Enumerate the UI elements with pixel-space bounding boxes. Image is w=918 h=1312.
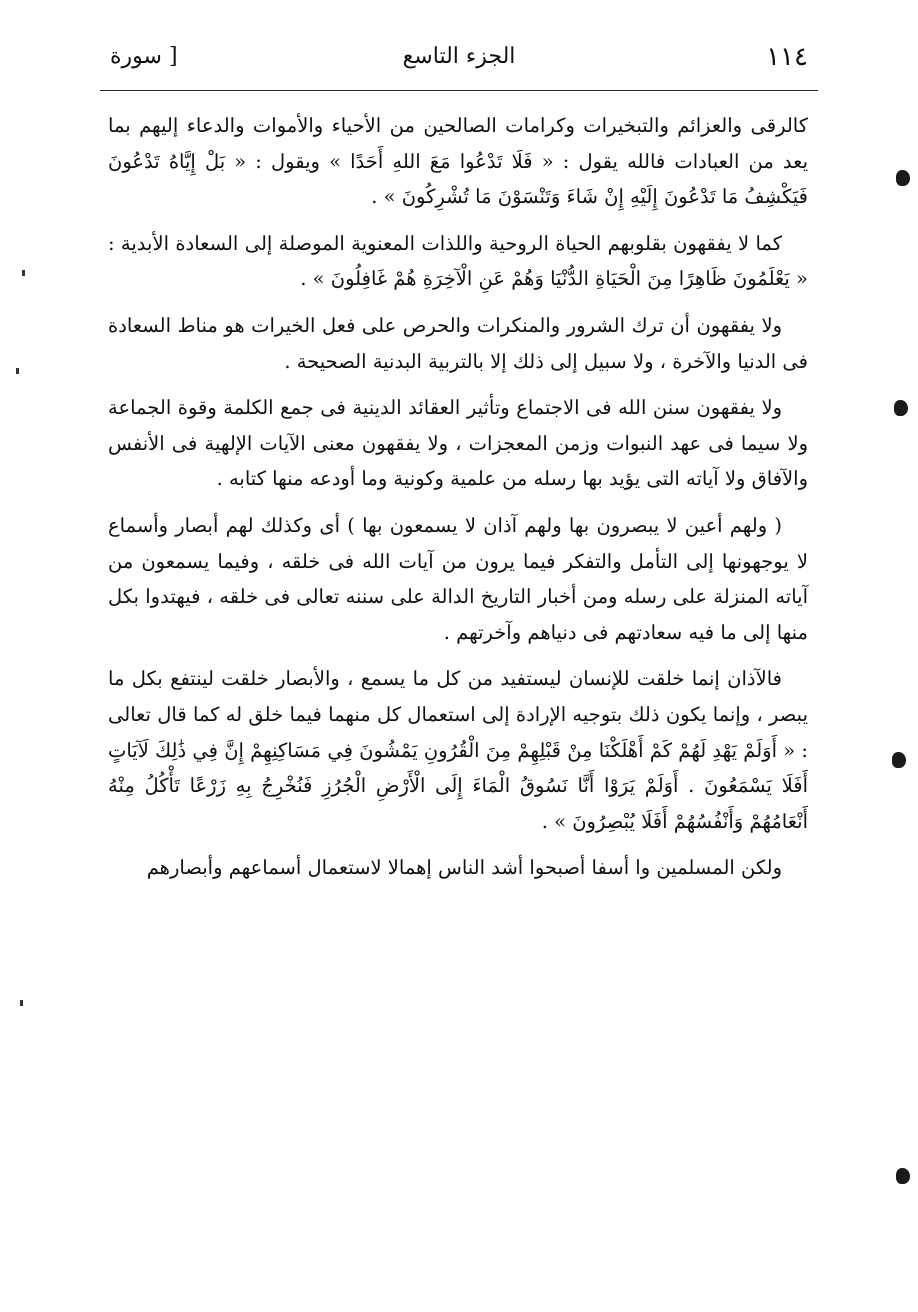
paragraph-4: ولا يفقهون سنن الله فى الاجتماع وتأثير العقائد الدينية فى جمع الكلمة وقوة الجماعة ولا سيما فى عهد النبوات وزمن المعجزات ، ولا يفقهون معنى الآيات الإلهية فى الأنفس والآفاق ولا آياته التى يؤيد بها رسله من علمية وكونية وما أودعه منها كتابه . — [108, 396, 808, 491]
paragraph-1: كالرقى والعزائم والتبخيرات وكرامات الصالحين من الأحياء والأموات والدعاء إليهم بما يعد من العبادات فالله يقول : « فَلَا تَدْعُوا مَعَ اللهِ أَحَدًا » ويقول : « بَلْ إِيَّاهُ تَدْعُونَ فَيَكْشِفُ مَا تَدْعُونَ إِلَيْهِ إِنْ شَاءَ وَتَنْسَوْنَ مَا تُشْرِكُونَ » . — [108, 114, 808, 209]
sura-label: [ سورة — [110, 44, 178, 69]
paragraph-5: ( ولهم أعين لا يبصرون بها ولهم آذان لا يسمعون بها ) أى وكذلك لهم أبصار وأسماع لا يوجهونها إلى التأمل والتفكر فيما يرون من آيات الله فى خلقه ، وفيما يسمعون من آياته المنزلة على رسله ومن أخبار التاريخ الدالة على سننه تعالى فى خلقه ، فيهتدوا بكل منها إلى ما فيه سعادتهم فى دنياهم وآخرتهم . — [108, 513, 808, 644]
paragraph-6: فالآذان إنما خلقت للإنسان ليستفيد من كل ما يسمع ، والأبصار خلقت لينتفع بكل ما يبصر ، وإنما يكون ذلك بتوجيه الإرادة إلى استعمال كل منهما فيما خلق له كما قال تعالى : « أَوَلَمْ يَهْدِ لَهُمْ كَمْ أَهْلَكْنَا مِنْ قَبْلِهِمْ مِنَ الْقُرُونِ يَمْشُونَ فِي مَسَاكِنِهِمْ إِنَّ فِي ذَٰلِكَ لَآيَاتٍ أَفَلَا يَسْمَعُونَ . أَوَلَمْ يَرَوْا أَنَّا نَسُوقُ الْمَاءَ إِلَى الْأَرْضِ الْجُرُزِ فَنُخْرِجُ بِهِ زَرْعًا تَأْكُلُ مِنْهُ أَنْعَامُهُمْ وَأَنْفُسُهُمْ أَفَلَا يُبْصِرُونَ » . — [108, 667, 808, 833]
page-number: ١١٤ — [766, 42, 808, 72]
margin-speck — [20, 1000, 23, 1006]
page-header — [100, 42, 818, 82]
margin-speck — [16, 368, 19, 374]
ink-blot-mark — [892, 752, 906, 768]
ink-blot-mark — [894, 400, 908, 416]
page-body — [108, 108, 808, 897]
paragraph-2: كما لا يفقهون بقلوبهم الحياة الروحية واللذات المعنوية الموصلة إلى السعادة الأبدية : « يَعْلَمُونَ ظَاهِرًا مِنَ الْحَيَاةِ الدُّنْيَا وَهُمْ عَنِ الْآخِرَةِ هُمْ غَافِلُونَ » . — [108, 231, 808, 291]
paragraph-7: ولكن المسلمين وا أسفا أصبحوا أشد الناس إهمالا لاستعمال أسماعهم وأبصارهم — [146, 856, 782, 880]
margin-speck — [22, 270, 25, 276]
paragraph-3: ولا يفقهون أن ترك الشرور والمنكرات والحرص على فعل الخيرات هو مناط السعادة فى الدنيا والآخرة ، ولا سبيل إلى ذلك إلا بالتربية البدنية الصحيحة . — [108, 313, 808, 373]
ink-blot-mark — [896, 1168, 910, 1184]
part-title: الجزء التاسع — [402, 44, 516, 69]
header-divider — [100, 90, 818, 91]
ink-blot-mark — [896, 170, 910, 186]
